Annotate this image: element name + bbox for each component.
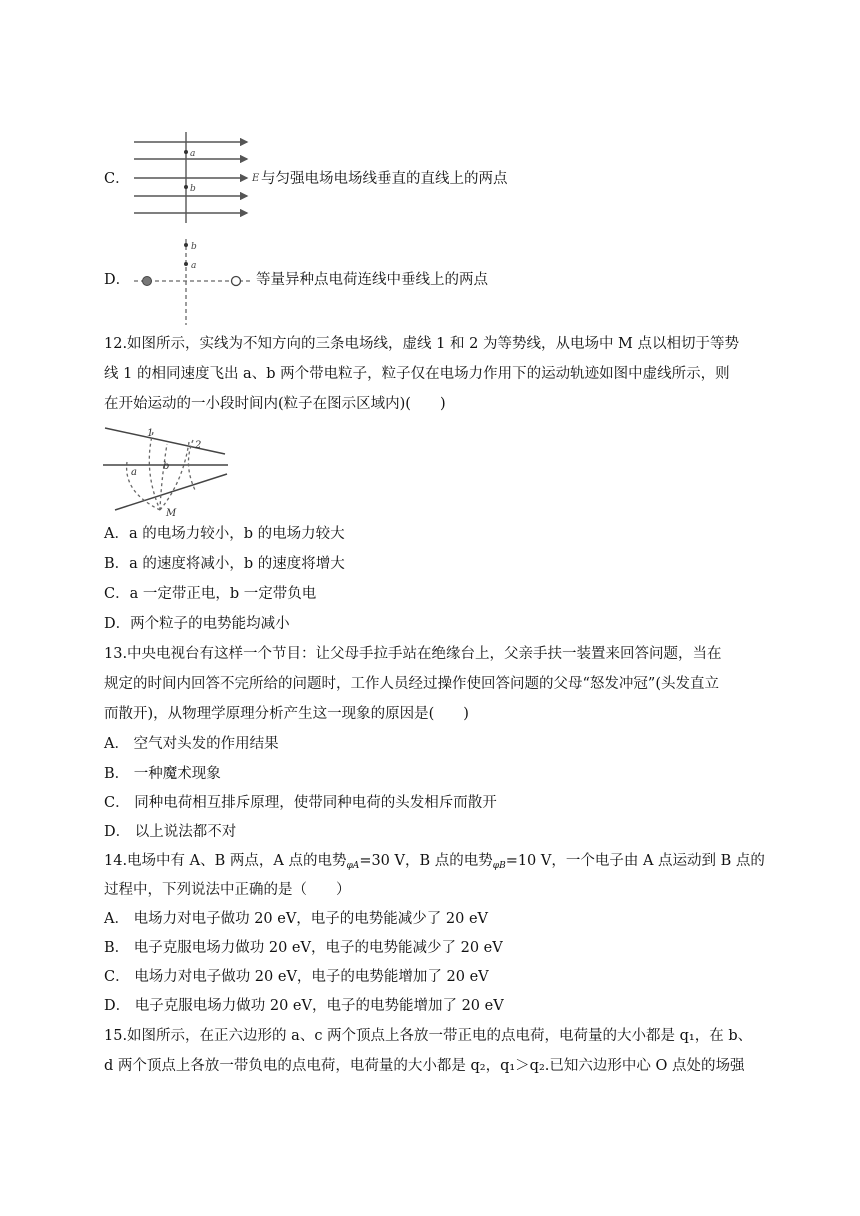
q14-option-b: B． 电子克服电场力做功 20 eV，电子的电势能减少了 20 eV bbox=[104, 940, 503, 956]
q13-line-1: 13.中央电视台有这样一个节目：让父母手拉手站在绝缘台上，父亲手扶一装置来回答问题，当在 bbox=[104, 646, 722, 662]
q14-line-2: 过程中，下列说法中正确的是（ ） bbox=[104, 882, 351, 898]
charge-negative bbox=[232, 277, 241, 286]
q12-option-a: A．a 的电场力较小，b 的电场力较大 bbox=[104, 526, 345, 542]
q15-line-2: d 两个顶点上各放一带负电的点电荷，电荷量的大小都是 q₂，q₁＞q₂.已知六边形中心 O 点处的场强 bbox=[104, 1058, 745, 1074]
fig-label-a: a bbox=[191, 261, 197, 271]
point-b bbox=[184, 185, 188, 189]
q12-option-b: B．a 的速度将减小，b 的速度将增大 bbox=[104, 556, 345, 572]
charge-positive bbox=[143, 277, 152, 286]
q14-text-2: =30 V，B 点的电势 bbox=[359, 853, 493, 869]
label-b: b bbox=[163, 461, 170, 472]
q12-line-3: 在开始运动的一小段时间内(粒子在图示区域内)( ) bbox=[104, 396, 446, 412]
phi-a-subscript: φA bbox=[346, 861, 360, 871]
q12-line-2: 线 1 的相同速度飞出 a、b 两个带电粒子，粒子仅在电场力作用下的运动轨迹如图中虚线所示，则 bbox=[104, 366, 730, 382]
q15-line-1: 15.如图所示，在正六边形的 a、c 两个顶点上各放一带正电的点电荷，电荷量的大小都是 q₁，在 b、 bbox=[104, 1028, 753, 1044]
trajectory-mid bbox=[160, 444, 170, 510]
label-M: M bbox=[166, 508, 177, 519]
option-d-label: D． bbox=[104, 272, 131, 288]
option-c-label: C． bbox=[104, 171, 130, 187]
fig-label-E: E bbox=[252, 173, 260, 184]
trajectory-b bbox=[160, 442, 189, 510]
point-b bbox=[184, 243, 188, 247]
q14-text-1: 14.电场中有 A、B 两点，A 点的电势 bbox=[104, 853, 347, 869]
point-a bbox=[184, 262, 188, 266]
fig-label-a: a bbox=[190, 149, 196, 159]
label-a: a bbox=[131, 467, 137, 478]
q13-option-a: A． 空气对头发的作用结果 bbox=[104, 736, 279, 752]
q13-option-d: D． 以上说法都不对 bbox=[104, 824, 237, 840]
q12-option-d: D．两个粒子的电势能均减小 bbox=[104, 616, 290, 632]
point-a bbox=[184, 150, 188, 154]
q13-option-b: B． 一种魔术现象 bbox=[104, 766, 221, 782]
dipole-figure bbox=[132, 237, 257, 327]
q14-text-3: =10 V，一个电子由 A 点运动到 B 点的 bbox=[505, 853, 765, 869]
option-c-caption: 与匀强电场电场线垂直的直线上的两点 bbox=[261, 171, 508, 187]
q14-option-c: C． 电场力对电子做功 20 eV，电子的电势能增加了 20 eV bbox=[104, 969, 489, 985]
q13-line-3: 而散开)，从物理学原理分析产生这一现象的原因是( ) bbox=[104, 706, 469, 722]
uniform-field-figure bbox=[132, 130, 260, 225]
q14-option-a: A． 电场力对电子做功 20 eV，电子的电势能减少了 20 eV bbox=[104, 911, 489, 927]
fig-label-b: b bbox=[190, 184, 196, 194]
option-d-caption: 等量异种点电荷连线中垂线上的两点 bbox=[256, 272, 488, 288]
q12-option-c: C．a 一定带正电，b 一定带负电 bbox=[104, 586, 317, 602]
q12-line-1: 12.如图所示，实线为不知方向的三条电场线，虚线 1 和 2 为等势线，从电场中 M 点以相切于等势 bbox=[104, 336, 740, 352]
label-2: 2 bbox=[195, 440, 202, 451]
phi-b-subscript: φB bbox=[492, 861, 506, 871]
trajectory-figure bbox=[103, 422, 230, 517]
q13-line-2: 规定的时间内回答不完所给的问题时，工作人员经过操作使回答问题的父母“怒发冲冠”(头发直立 bbox=[104, 676, 719, 692]
label-1: 1 bbox=[147, 428, 154, 439]
q13-option-c: C． 同种电荷相互排斥原理，使带同种电荷的头发相斥而散开 bbox=[104, 795, 497, 811]
fig-label-b: b bbox=[191, 242, 197, 252]
q14-option-d: D． 电子克服电场力做功 20 eV，电子的电势能增加了 20 eV bbox=[104, 998, 504, 1014]
q14-line-1 bbox=[104, 851, 765, 876]
